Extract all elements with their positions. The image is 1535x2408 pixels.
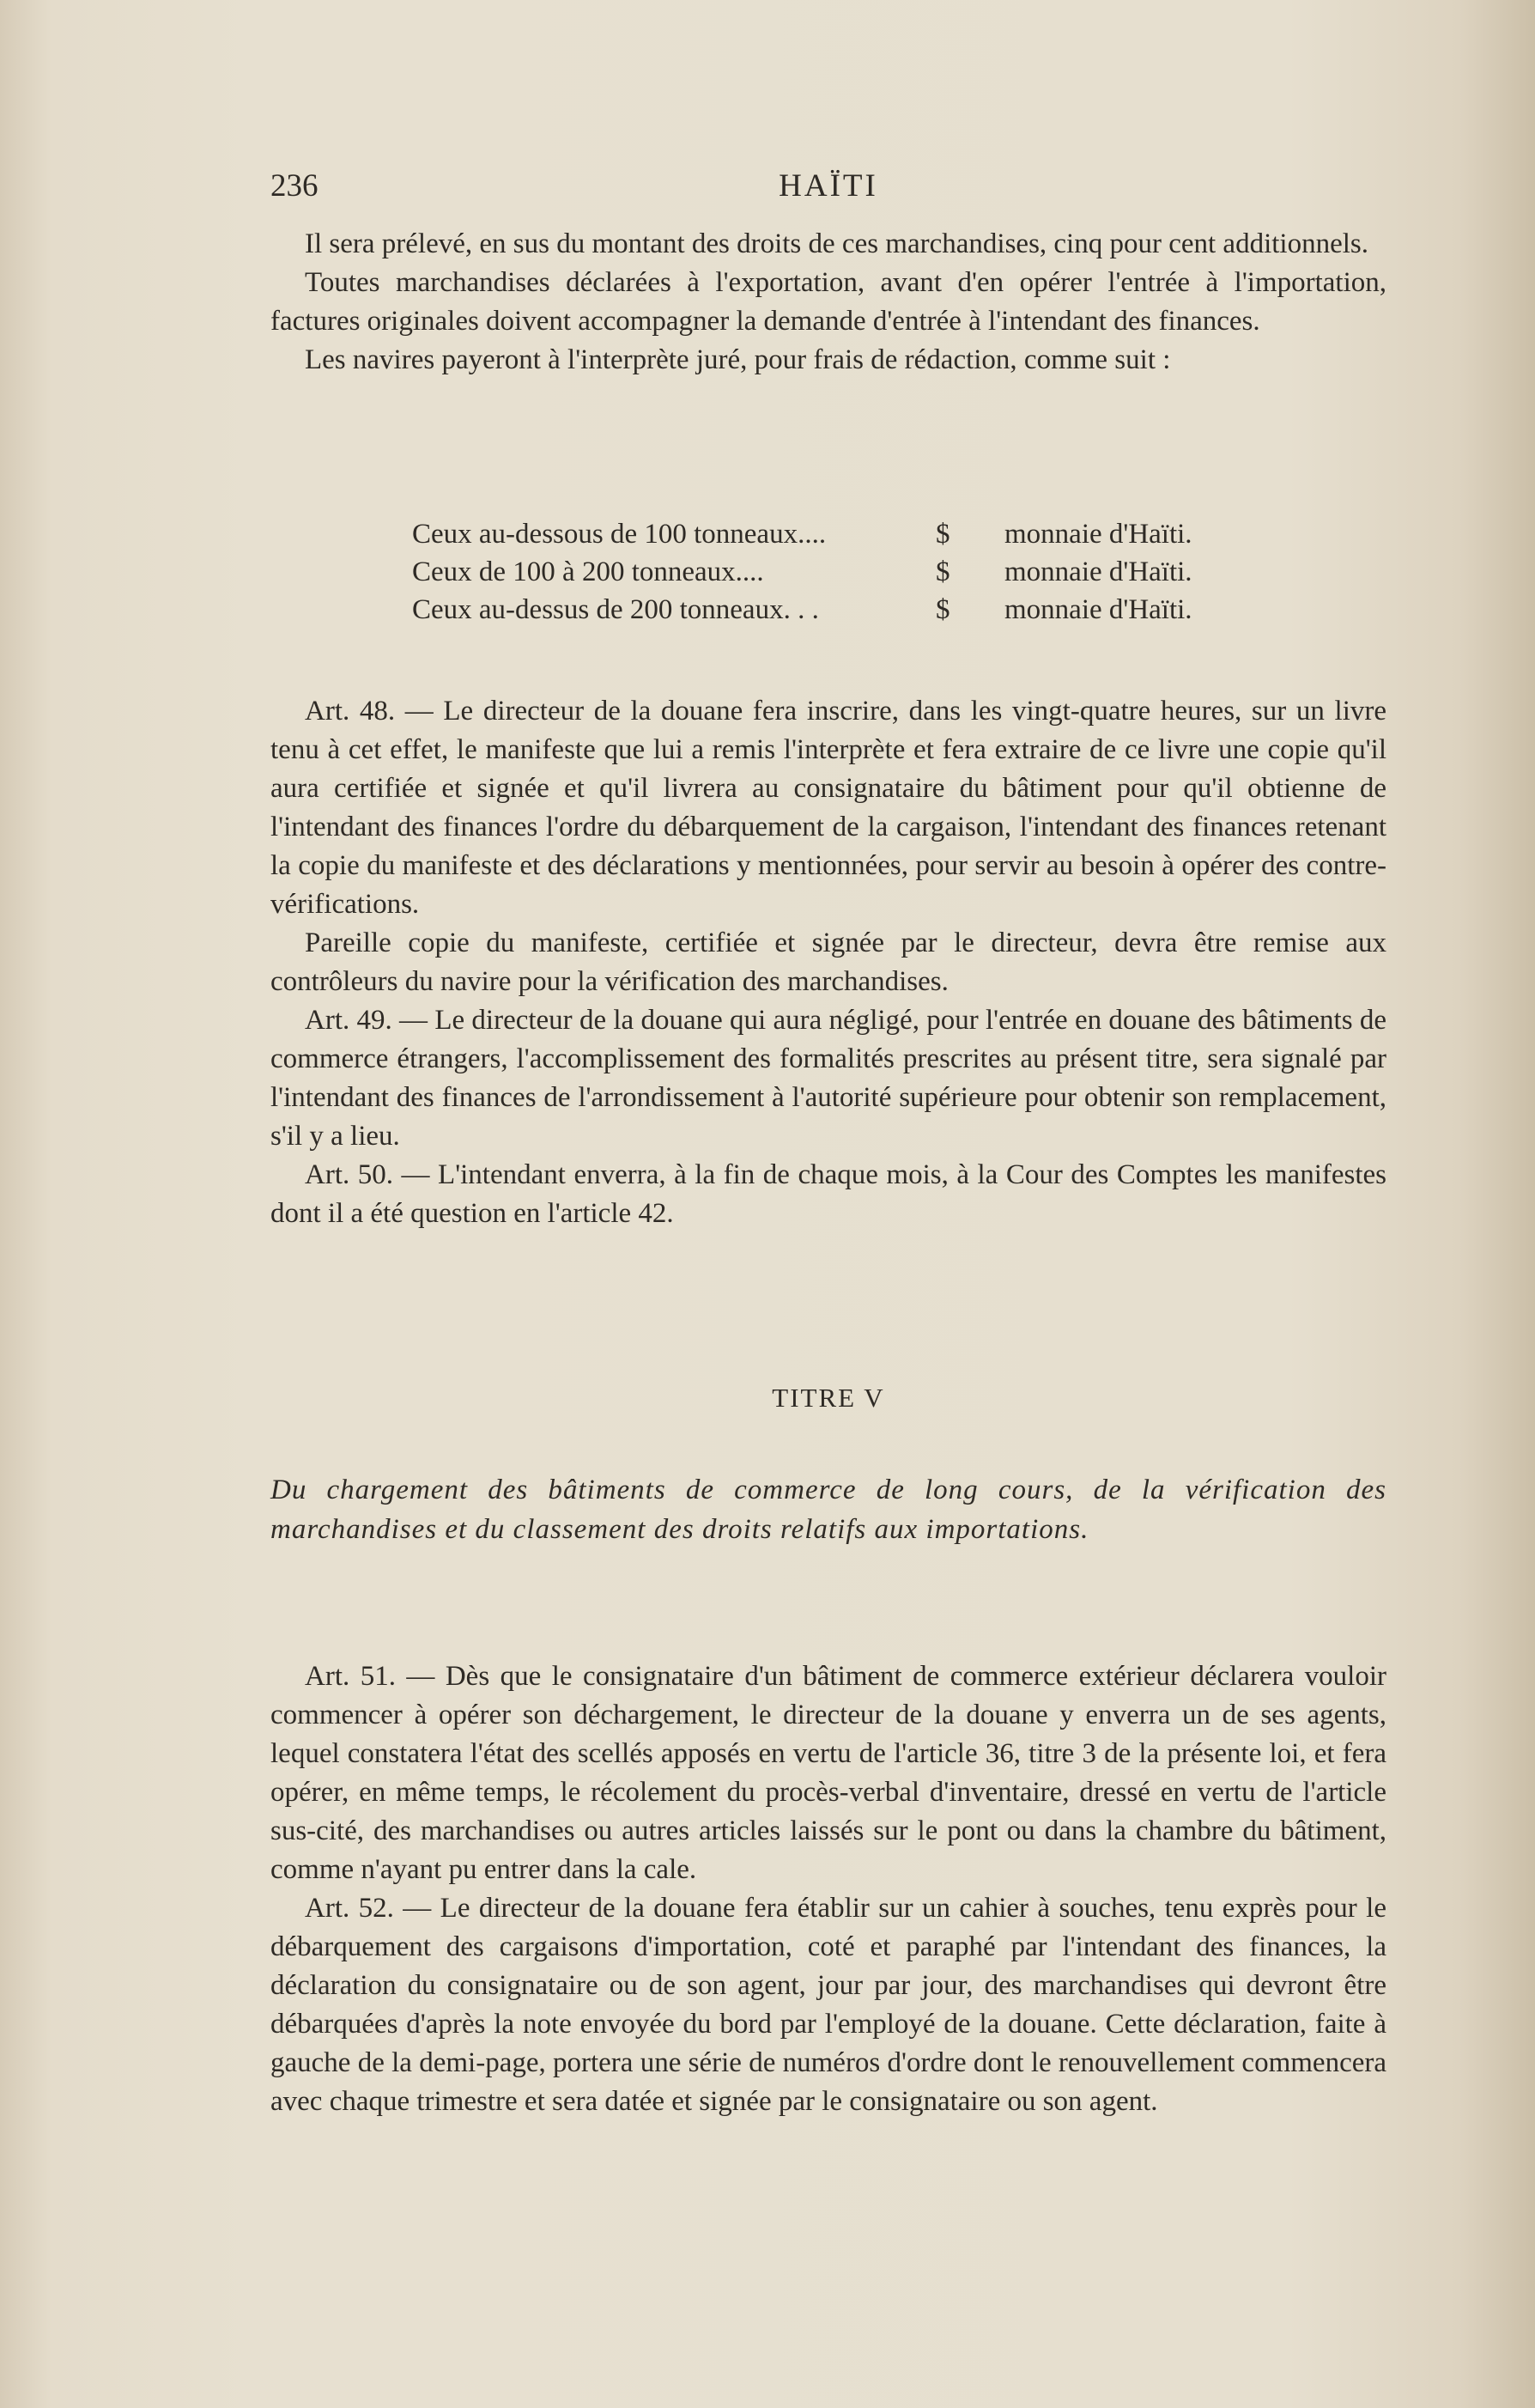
article-48: Art. 48. — Le directeur de la douane fera inscrire, dans les vingt-quatre heures, sur un livre tenu à cet effet, le manifeste que lui a remis l'interprète et fera extraire de ce livre une copie qu'il aura certifiée et signée et qu'il livrera au consignataire du bâtiment pour qu'il obtienne de l'intendant des finances l'ordre du débarquement de la cargaison, l'intendant des finances retenant la copie du manifeste et des déclarations y mentionnées, pour servir au besoin à opérer des contre-vérifications. (270, 696, 1386, 920)
article-50: Art. 50. — L'intendant enverra, à la fin de chaque mois, à la Cour des Comptes les manifestes dont il a été question en l'article 42. (270, 1159, 1386, 1229)
paragraph: Les navires payeront à l'interprète juré, pour frais de rédaction, comme suit : (305, 344, 1171, 375)
currency-symbol: $ (936, 594, 950, 625)
fee-currency: monnaie d'Haïti. (1004, 594, 1192, 625)
running-title: HAÏTI (779, 168, 878, 204)
page-header (270, 167, 1386, 210)
fee-row (412, 553, 1271, 591)
fee-currency: monnaie d'Haïti. (1004, 556, 1192, 587)
article-48-copy: Pareille copie du manifeste, certifiée et signée par le directeur, devra être remise aux contrôleurs du navire pour la vérification des marchandises. (270, 927, 1386, 997)
section-subtitle: Du chargement des bâtiments de commerce de long cours, de la vérification des marchandises et du classement des droits relatifs aux importations. (270, 1475, 1386, 1545)
articles-48-50 (270, 692, 1386, 1233)
article-49: Art. 49. — Le directeur de la douane qui aura négligé, pour l'entrée en douane des bâtiments de commerce étrangers, l'accomplissement des formalités prescrites au présent titre, sera signalé par l'intendant des finances de l'arrondissement à l'autorité supérieure pour obtenir son remplacement, s'il y a lieu. (270, 1005, 1386, 1152)
article-51: Art. 51. — Dès que le consignataire d'un bâtiment de commerce extérieur déclarera vouloir commencer à opérer son déchargement, le directeur de la douane y enverra un de ses agents, lequel constatera l'état des scellés apposés en vertu de l'article 36, titre 3 de la présente loi, et fera opérer, en même temps, le récolement du procès-verbal d'inventaire, dressé en vertu de l'article sus-cité, des marchandises ou autres articles laissés sur le pont ou dans la chambre du bâtiment, comme n'ayant pu entrer dans la cale. (270, 1661, 1386, 1885)
fee-row (412, 515, 1271, 553)
section-title: TITRE V (772, 1383, 885, 1413)
currency-symbol: $ (936, 519, 950, 550)
page-number: 236 (270, 168, 319, 204)
articles-51-52 (270, 1657, 1386, 2121)
fee-table (412, 515, 1271, 629)
fee-label: Ceux de 100 à 200 tonneaux.... (412, 556, 764, 587)
top-text (270, 225, 1386, 380)
currency-symbol: $ (936, 556, 950, 587)
article-52: Art. 52. — Le directeur de la douane fera établir sur un cahier à souches, tenu exprès pour le débarquement des cargaisons d'importation, coté et paraphé par l'intendant des finances, la déclaration du consignataire ou de son agent, jour par jour, des marchandises qui devront être débarquées d'après la note envoyée du bord par l'employé de la douane. Cette déclaration, faite à gauche de la demi-page, portera une série de numéros d'ordre dont le renouvellement commencera avec chaque trimestre et sera datée et signée par le consignataire ou son agent. (270, 1893, 1386, 2117)
paragraph: Il sera prélevé, en sus du montant des droits de ces marchandises, cinq pour cent additionnels. (305, 228, 1368, 259)
fee-label: Ceux au-dessus de 200 tonneaux. . . (412, 594, 819, 625)
fee-row (412, 591, 1271, 629)
fee-currency: monnaie d'Haïti. (1004, 519, 1192, 550)
fee-label: Ceux au-dessous de 100 tonneaux.... (412, 519, 827, 550)
paragraph: Toutes marchandises déclarées à l'exportation, avant d'en opérer l'entrée à l'importation, factures originales doivent accompagner la demande d'entrée à l'intendant des finances. (270, 267, 1386, 337)
